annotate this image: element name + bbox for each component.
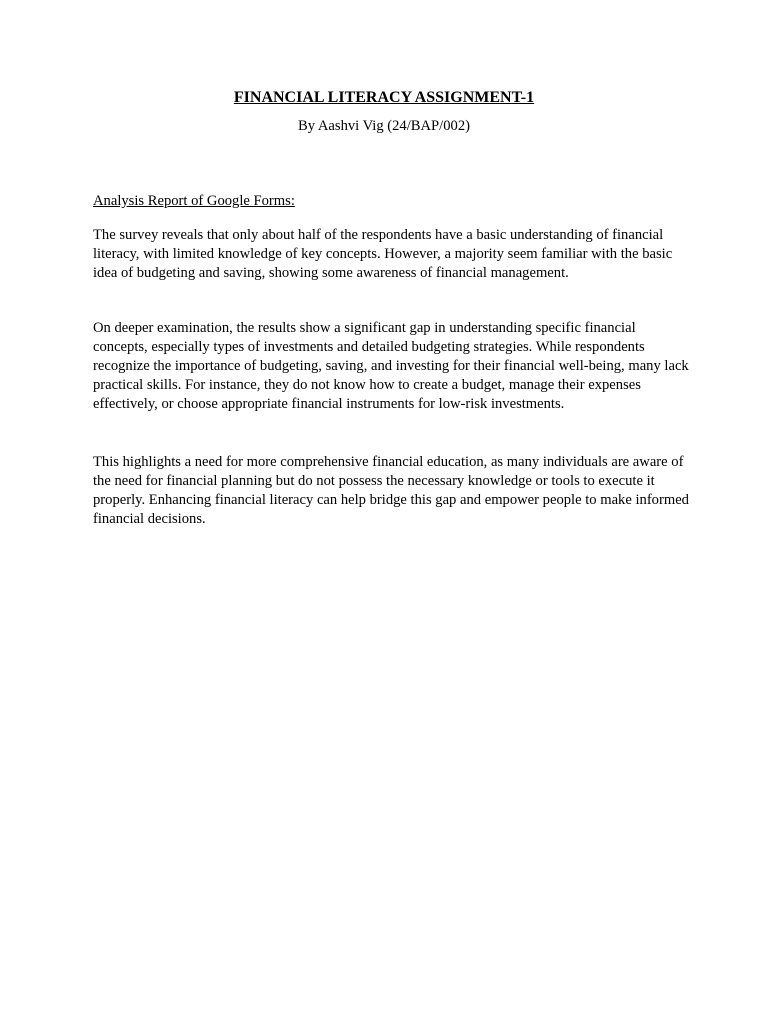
paragraph-2: On deeper examination, the results show a significant gap in understanding specific financial concepts, especially types of investments and detailed budgeting strategies. While respondents recognize the importance of budgeting, saving, and investing for their financial well-being, many lack practical skills. For instance, they do not know how to create a budget, manage their expenses effectively, or choose appropriate financial instruments for low-risk investments.	[93, 320, 689, 412]
document-author: By Aashvi Vig (24/BAP/002)	[298, 118, 470, 134]
document-title: FINANCIAL LITERACY ASSIGNMENT-1	[233, 89, 535, 106]
paragraph-3: This highlights a need for more comprehensive financial education, as many individuals are aware of the need for financial planning but do not possess the necessary knowledge or tools to execute it properly. Enhancing financial literacy can help bridge this gap and empower people to make informed financial decisions.	[93, 454, 689, 527]
paragraph-1: The survey reveals that only about half of the respondents have a basic understanding of financial literacy, with limited knowledge of key concepts. However, a majority seem familiar with the basic idea of budgeting and saving, showing some awareness of financial management.	[93, 227, 673, 281]
section-heading: Analysis Report of Google Forms:	[93, 193, 295, 209]
